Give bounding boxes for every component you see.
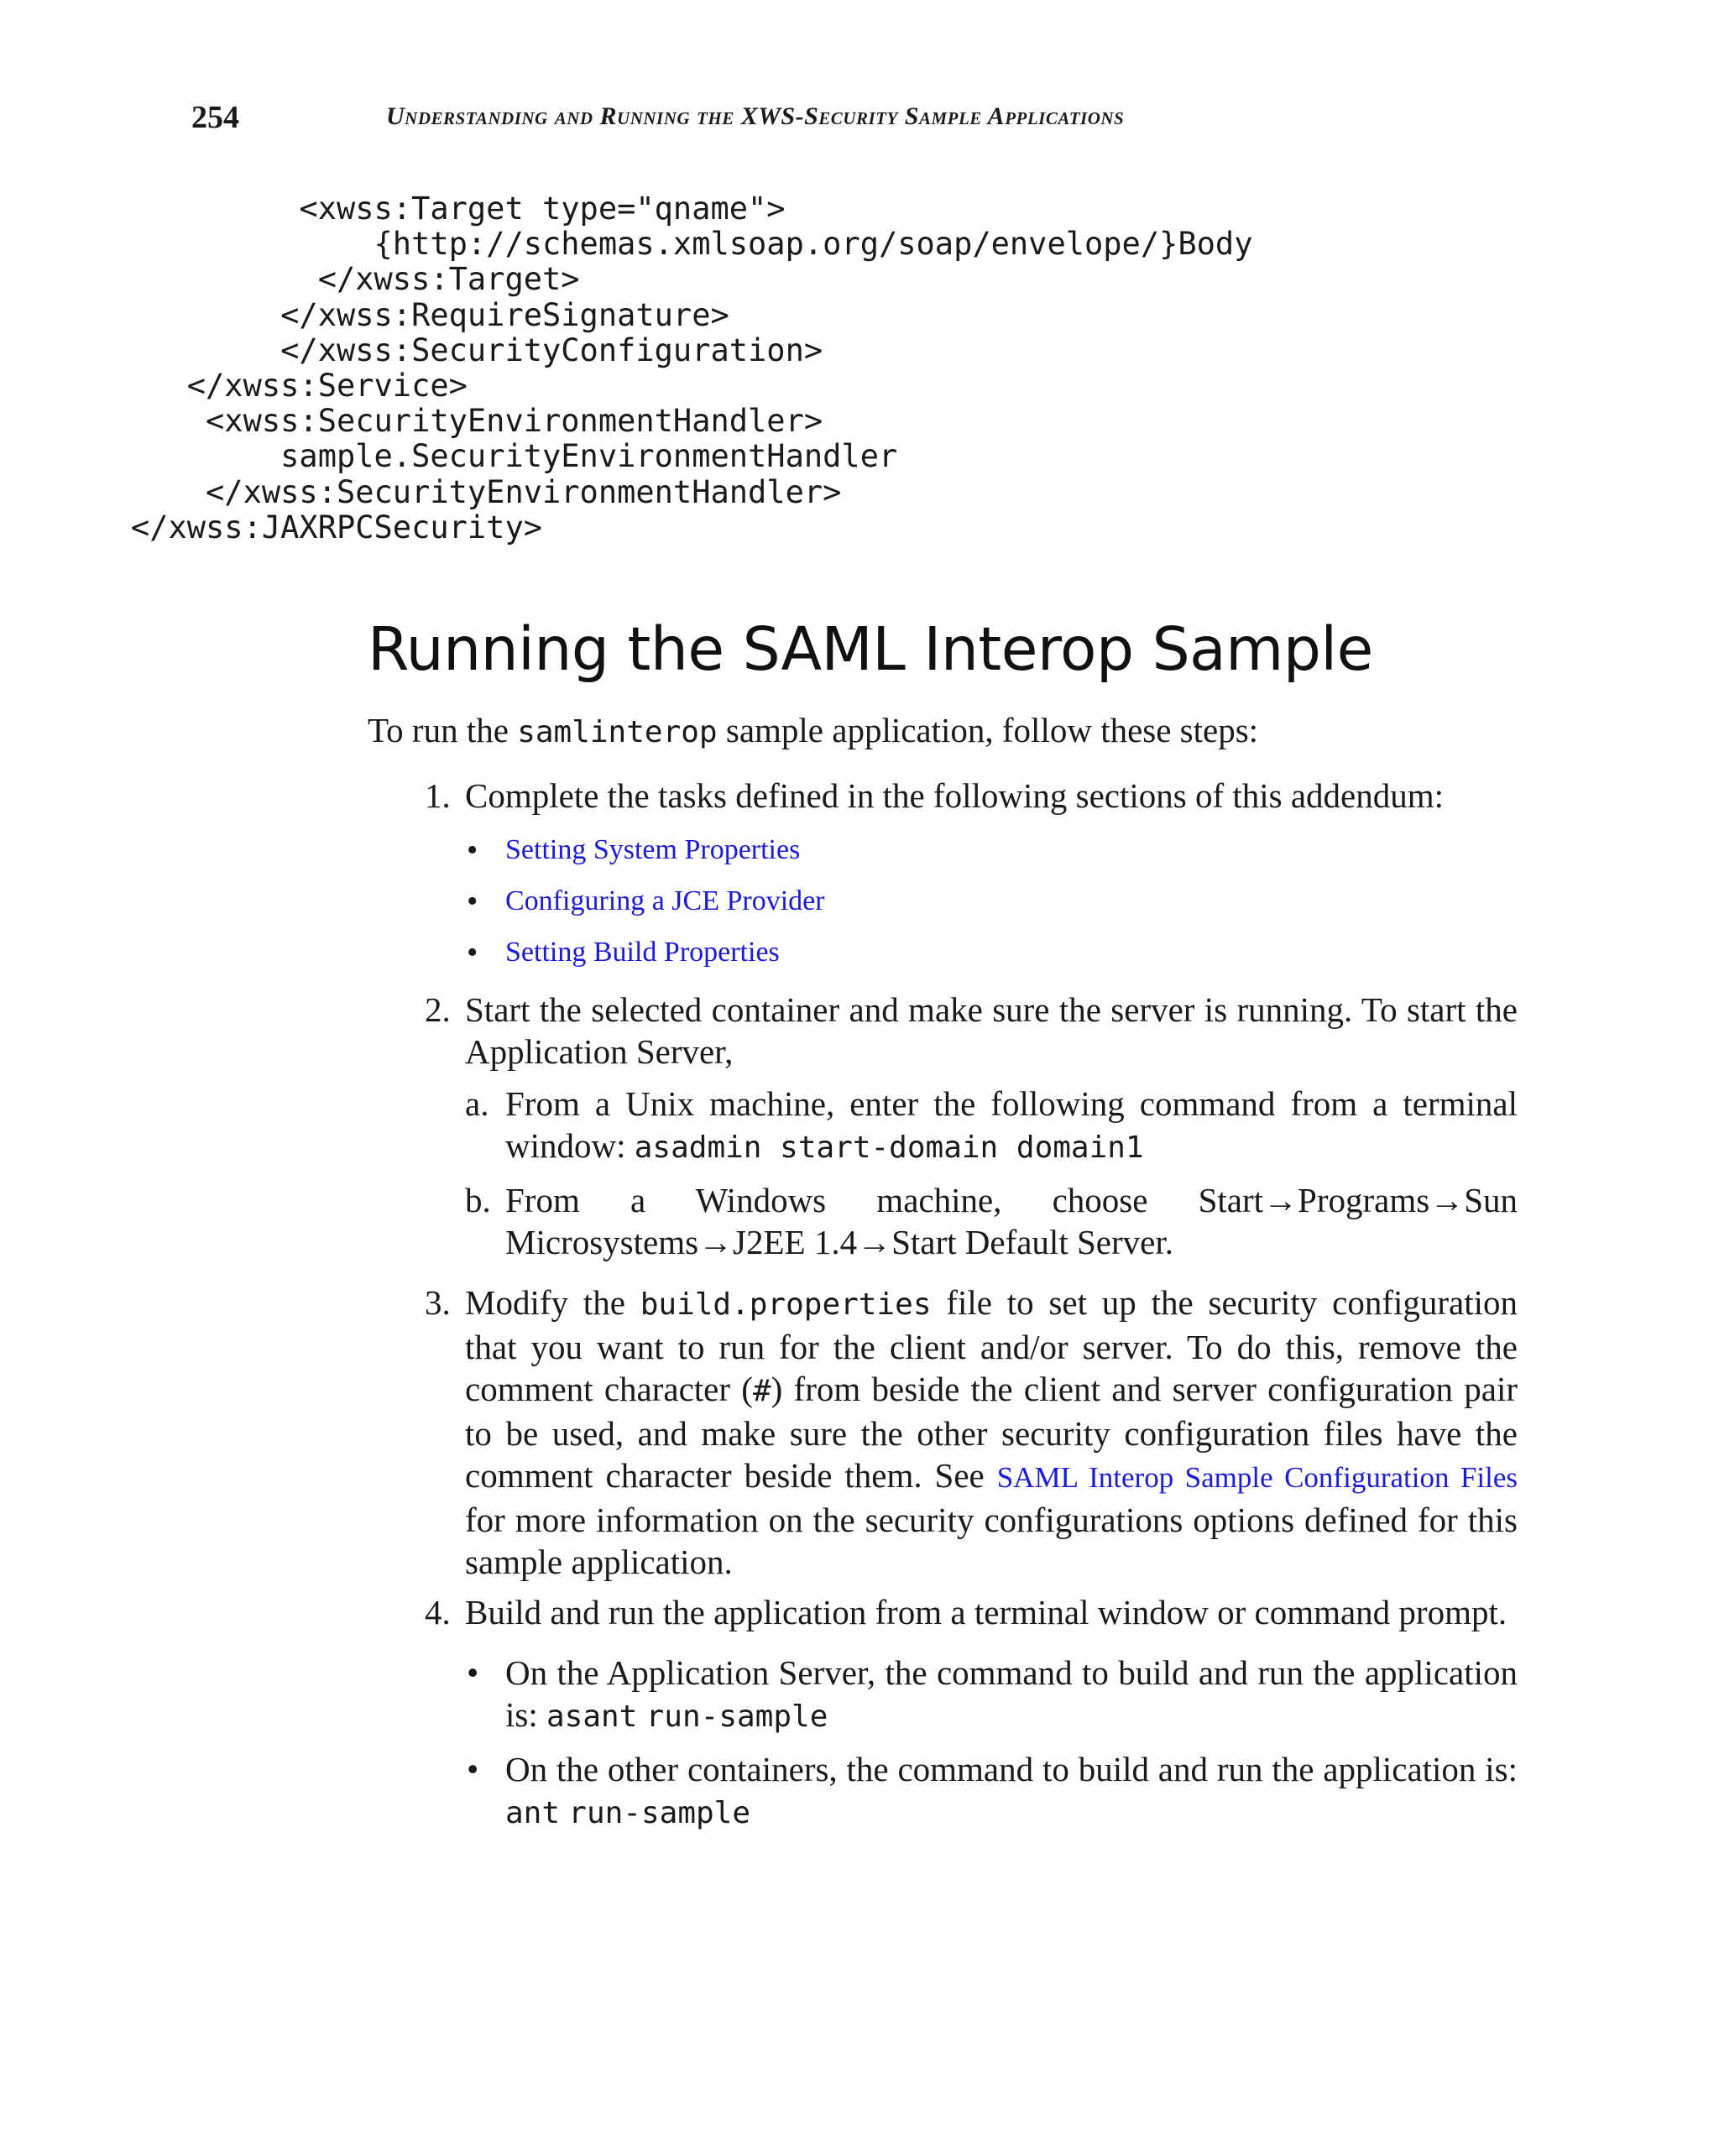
code-line: </xwss:JAXRPCSecurity> bbox=[0, 509, 543, 546]
bullet-icon: • bbox=[467, 1653, 479, 1692]
steps-list bbox=[368, 775, 1518, 1835]
substep-letter: a. bbox=[465, 1084, 489, 1123]
link-configuring-jce-provider[interactable]: Configuring a JCE Provider bbox=[505, 885, 825, 916]
link-setting-build-properties[interactable]: Setting Build Properties bbox=[505, 937, 780, 968]
substep-letter: b. bbox=[465, 1181, 491, 1219]
link-saml-interop-config-files[interactable]: SAML Interop Sample Configuration Files bbox=[996, 1461, 1518, 1494]
list-item bbox=[465, 833, 1518, 868]
step-1 bbox=[368, 775, 1518, 970]
substep-list bbox=[465, 1083, 1518, 1263]
substep-b bbox=[465, 1179, 1518, 1263]
code-line: </xwss:SecurityEnvironmentHandler> bbox=[0, 473, 842, 510]
command-list bbox=[465, 1652, 1518, 1835]
intro-paragraph: To run the samlinterop sample application, follow these steps: bbox=[368, 711, 1259, 749]
inline-code: samlinterop bbox=[517, 715, 718, 749]
bullet-icon: • bbox=[467, 833, 478, 868]
bullet-icon: • bbox=[467, 1750, 479, 1788]
link-list bbox=[465, 833, 1518, 970]
code-line: <xwss:SecurityEnvironmentHandler> bbox=[0, 403, 823, 440]
step-2 bbox=[368, 989, 1518, 1263]
inline-code: # bbox=[752, 1374, 771, 1408]
step-number: 2. bbox=[425, 990, 451, 1029]
list-item: • On the other containers, the command to build and run the application is: ant run-sample bbox=[467, 1750, 1518, 1830]
list-item bbox=[465, 935, 1518, 970]
inline-code: build.properties bbox=[640, 1287, 932, 1322]
step-text: Start the selected container and make sure the server is running. To start the Application Server, bbox=[465, 990, 1518, 1071]
step-text: Build and run the application from a terminal window or command prompt. bbox=[465, 1593, 1507, 1631]
step-3: 3. Modify the build.properties file to set up the security configuration that you want to run for the client and/or server. To do this, remove the comment character (#) from beside the client and server configuration pair to be used, and make sure the other security configuration files have the comment character beside them. See SAML Interop Sample Configuration Files for more information on the security configurations options defined for this sample application. bbox=[425, 1283, 1518, 1581]
inline-code: asadmin start-domain domain1 bbox=[634, 1130, 1144, 1165]
step-4 bbox=[368, 1591, 1518, 1835]
code-line: {http://schemas.xmlsoap.org/soap/envelope/}Body bbox=[0, 226, 1253, 263]
code-listing bbox=[0, 191, 1252, 546]
inline-code: ant bbox=[505, 1796, 561, 1830]
link-setting-system-properties[interactable]: Setting System Properties bbox=[505, 834, 801, 865]
substep-line: Microsystems→J2EE 1.4→Start Default Server. bbox=[505, 1223, 1173, 1261]
section-body bbox=[368, 709, 1518, 1835]
list-item bbox=[465, 884, 1518, 919]
step-number: 3. bbox=[425, 1283, 451, 1322]
list-item: • On the Application Server, the command to build and run the application is: asant run-sample bbox=[467, 1653, 1518, 1734]
code-line: sample.SecurityEnvironmentHandler bbox=[0, 438, 898, 475]
page-header bbox=[191, 99, 1528, 141]
code-line: </xwss:RequireSignature> bbox=[0, 296, 729, 333]
code-line: </xwss:Target> bbox=[0, 261, 580, 298]
code-line: </xwss:Service> bbox=[0, 368, 468, 405]
page-number: 254 bbox=[191, 100, 239, 135]
inline-code: run-sample bbox=[568, 1796, 751, 1830]
step-number: 1. bbox=[425, 776, 451, 815]
code-line: <xwss:Target type="qname"> bbox=[0, 191, 786, 227]
bullet-icon: • bbox=[467, 884, 478, 919]
step-text: Complete the tasks defined in the following sections of this addendum: bbox=[465, 776, 1445, 815]
inline-code: asant bbox=[546, 1699, 638, 1734]
running-head: Understanding and Running the XWS-Security Sample Applications bbox=[386, 102, 1125, 130]
substep-line: From a Windows machine, choose Start→Programs→Sun bbox=[505, 1181, 1518, 1219]
bullet-icon: • bbox=[467, 935, 478, 970]
inline-code: run-sample bbox=[645, 1699, 828, 1734]
substep-a: a. From a Unix machine, enter the following command from a terminal window: asadmin start-domain domain1 bbox=[465, 1084, 1518, 1165]
section-title: Running the SAML Interop Sample bbox=[368, 614, 1373, 684]
code-line: </xwss:SecurityConfiguration> bbox=[0, 331, 823, 368]
step-number: 4. bbox=[425, 1593, 451, 1631]
